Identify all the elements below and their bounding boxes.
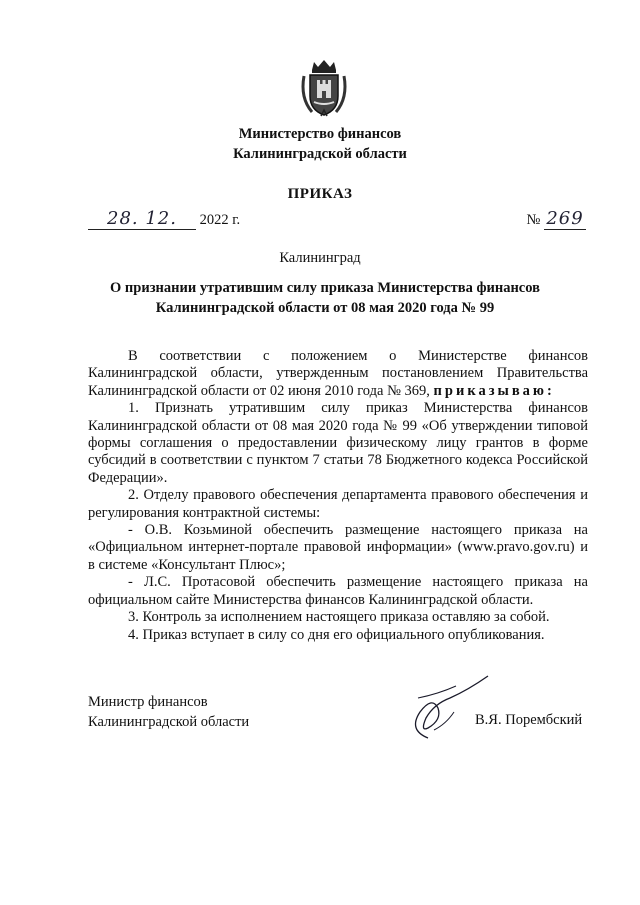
coat-of-arms-icon <box>298 58 350 118</box>
signatory-position <box>88 692 249 732</box>
position-line2: Калининградской области <box>88 714 250 730</box>
handwritten-signature <box>398 668 508 746</box>
paragraph-item-2-sub-1: - О.В. Козьминой обеспечить размещение настоящего приказа на «Официальном интернет-портале правовой информации» (www.pravo.gov.ru) и в системе «Консультант Плюс»; <box>88 522 588 573</box>
paragraph-item-3: 3. Контроль за исполнением настоящего приказа оставляю за собой. <box>128 609 550 626</box>
document-title-line1: О признании утратившим силу приказа Министерства финансов <box>110 280 540 296</box>
paragraph-item-2: 2. Отделу правового обеспечения департамента правового обеспечения и регулирования контрактной системы: <box>88 487 588 521</box>
document-date <box>88 208 240 230</box>
document-number <box>527 208 586 230</box>
organization-region: Калининградской области <box>233 146 407 162</box>
date-handwritten: 28. 12. <box>107 208 177 229</box>
date-field <box>88 208 196 230</box>
document-body <box>88 348 588 644</box>
paragraph-item-2-sub-2: - Л.С. Протасовой обеспечить размещение настоящего приказа на официальном сайте Министерства финансов Калининградской области. <box>88 574 588 608</box>
preamble-text: В соответствии с положением о Министерстве финансов Калининградской области, утвержденным постановлением Правительства Калининградской области от 02 июня 2010 года № 369, <box>88 348 588 399</box>
organization-name: Министерство финансов <box>238 126 402 142</box>
document-title-line2: Калининградской области от 08 мая 2020 года № 99 <box>155 300 495 316</box>
signatory-name: В.Я. Порембский <box>475 712 583 728</box>
document-type: ПРИКАЗ <box>287 186 353 202</box>
paragraph-preamble <box>88 348 588 400</box>
city: Калининград <box>279 250 361 266</box>
number-field <box>544 208 586 230</box>
number-sign: № <box>526 212 541 228</box>
position-line1: Министр финансов <box>88 694 208 710</box>
paragraph-item-1: 1. Признать утратившим силу приказ Министерства финансов Калининградской области от 08 мая 2020 года № 99 «Об утверждении типовой формы соглашения о предоставлении физическому лицу грантов в форме субсидий в соответствии с пунктом 7 статьи 78 Бюджетного кодекса Российской Федерации». <box>88 400 588 486</box>
date-year: 2022 г. <box>199 212 241 228</box>
paragraph-item-4: 4. Приказ вступает в силу со дня его официального опубликования. <box>128 626 545 643</box>
number-handwritten: 269 <box>546 208 584 229</box>
decree-keyword: приказываю: <box>433 382 555 399</box>
